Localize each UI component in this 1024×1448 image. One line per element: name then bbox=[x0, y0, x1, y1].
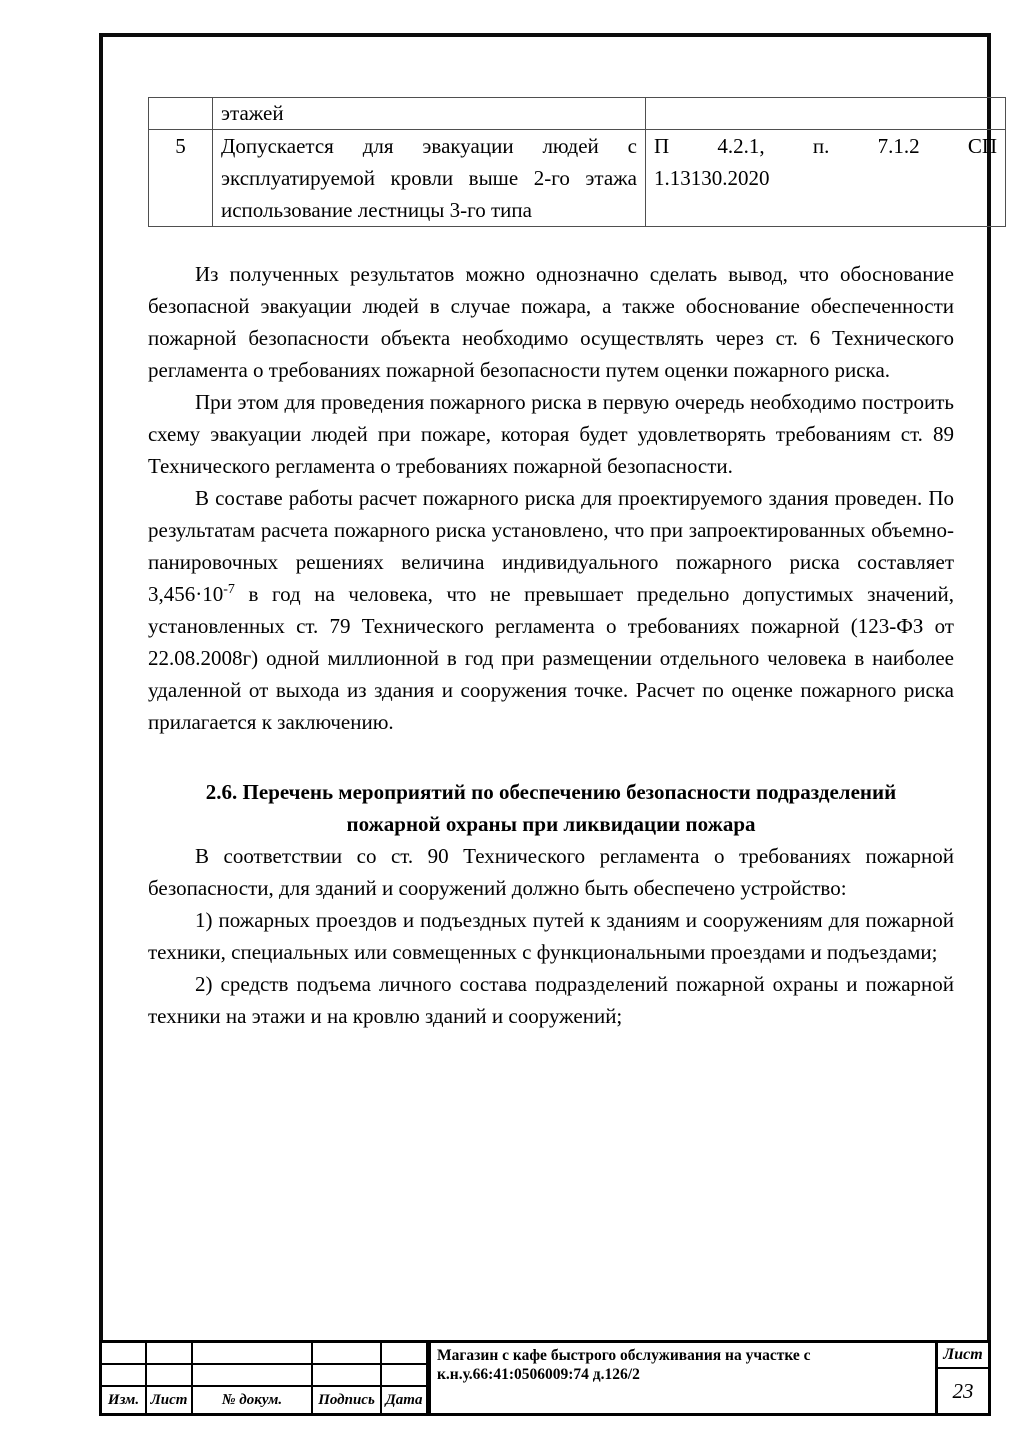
table-row bbox=[149, 98, 1006, 130]
table-cell-text: этажей bbox=[213, 98, 646, 130]
project-title-cell bbox=[428, 1343, 935, 1413]
stamp-empty-cell bbox=[382, 1365, 428, 1387]
revision-table bbox=[102, 1343, 428, 1413]
title-block bbox=[99, 1340, 991, 1416]
stamp-empty-cell bbox=[102, 1365, 147, 1387]
sheet-label: Лист bbox=[938, 1343, 988, 1369]
table-cell-reference bbox=[646, 98, 1006, 130]
table-row bbox=[149, 130, 1006, 227]
stamp-empty-cell bbox=[147, 1343, 193, 1365]
reference-line: П 4.2.1, п. 7.1.2 СП bbox=[654, 134, 997, 158]
table-cell-text: Допускается для эвакуации людей с эксплуатируемой кровли выше 2-го этажа использование лестницы 3-го типа bbox=[213, 130, 646, 227]
paragraph-evacuation-scheme: При этом для проведения пожарного риска в первую очередь необходимо построить схему эвакуации людей при пожаре, которая будет удовлетворять требованиям ст. 89 Технического регламента о требованиях пожарной безопасности. bbox=[148, 390, 954, 478]
list-item-1: 1) пожарных проездов и подъездных путей к зданиям и сооружениям для пожарной техники, специальных или совмещенных с функциональными проездами и подъездами; bbox=[148, 908, 954, 964]
body-text bbox=[148, 258, 954, 1032]
risk-exponent: -7 bbox=[223, 582, 235, 597]
risk-text-end: в год на человека, что не превышает предельно допустимых значений, установленных ст. 79 Технического регламента о требованиях пожарной (123-ФЗ от 22.08.2008г) одной миллионной в год при размещении отдельного человека в наиболее удаленной от выхода из здания и сооружения точке. Расчет по оценке пожарного риска прилагается к заключению. bbox=[148, 582, 954, 734]
paragraph-article-90: В соответствии со ст. 90 Технического регламента о требованиях пожарной безопасности, для зданий и сооружений должно быть обеспечено устройство: bbox=[148, 844, 954, 900]
section-heading-line: пожарной охраны при ликвидации пожара bbox=[346, 812, 756, 836]
stamp-label-izm: Изм. bbox=[102, 1387, 147, 1413]
paragraph-risk-calculation bbox=[148, 482, 954, 738]
paragraph-conclusion: Из полученных результатов можно однозначно сделать вывод, что обоснование безопасной эвакуации людей в случае пожара, а также обоснование обеспеченности пожарной безопасности объекта необходимо осуществлять через ст. 6 Технического регламента о требованиях пожарной безопасности путем оценки пожарного риска. bbox=[148, 262, 954, 382]
sheet-number: 23 bbox=[952, 1378, 974, 1403]
section-heading bbox=[148, 776, 954, 840]
section-heading-line: 2.6. Перечень мероприятий по обеспечению безопасности подразделений bbox=[205, 780, 897, 804]
risk-text-start: В составе работы расчет пожарного риска для проектируемого здания проведен. По результатам расчета пожарного риска установлено, что при запроектированных объемно-панировочных решениях величина индивидуального пожарного риска составляет 3,456·10 bbox=[148, 486, 954, 606]
list-item-2: 2) средств подъема личного состава подразделений пожарной охраны и пожарной техники на этажи и на кровлю зданий и сооружений; bbox=[148, 972, 954, 1028]
stamp-label-sign: Подпись bbox=[313, 1387, 382, 1413]
stamp-empty-cell bbox=[193, 1365, 313, 1387]
stamp-label-list: Лист bbox=[147, 1387, 193, 1413]
sheet-number-block bbox=[935, 1343, 988, 1413]
table-cell-reference bbox=[646, 130, 1006, 227]
table-cell-number: 5 bbox=[149, 130, 213, 227]
reference-line: 1.13130.2020 bbox=[654, 166, 770, 190]
stamp-label-doc: № докум. bbox=[193, 1387, 313, 1413]
stamp-empty-cell bbox=[313, 1343, 382, 1365]
stamp-empty-cell bbox=[313, 1365, 382, 1387]
stamp-empty-cell bbox=[102, 1343, 147, 1365]
requirements-table bbox=[148, 97, 1006, 227]
project-title: Магазин с кафе быстрого обслуживания на участке с к.н.у.66:41:0506009:74 д.126/2 bbox=[437, 1347, 811, 1383]
stamp-empty-cell bbox=[193, 1343, 313, 1365]
stamp-empty-cell bbox=[147, 1365, 193, 1387]
table-cell-number bbox=[149, 98, 213, 130]
stamp-label-date: Дата bbox=[382, 1387, 428, 1413]
stamp-empty-cell bbox=[382, 1343, 428, 1365]
